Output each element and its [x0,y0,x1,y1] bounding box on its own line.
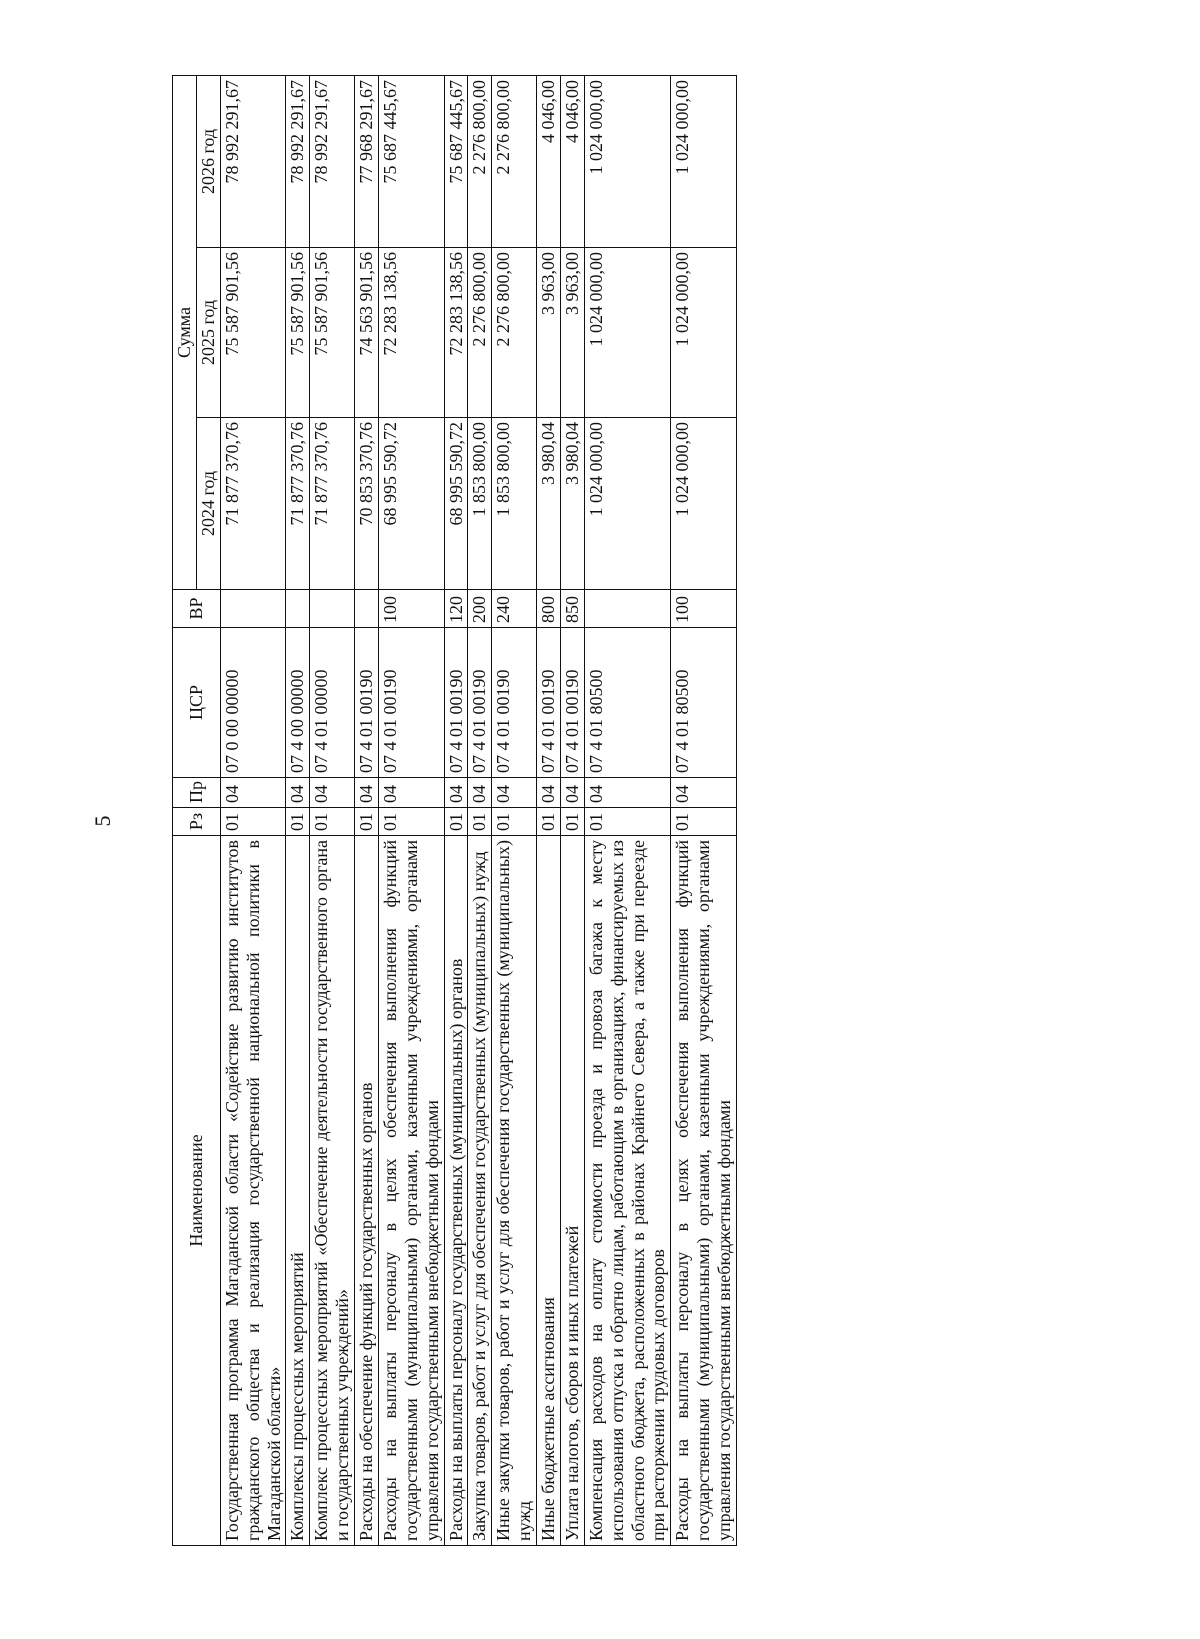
row-vr: 100 [378,590,444,628]
row-name: Иные закупки товаров, работ и услуг для обеспечения государственных (муниципальных) нужд [492,836,537,1546]
row-amount-2024: 68 995 590,72 [444,418,468,590]
row-vr: 850 [560,590,584,628]
row-vr [286,590,310,628]
budget-table-container [172,76,1052,1546]
row-rz: 01 [378,808,444,836]
budget-table [172,75,737,1546]
page-number: 5 [90,815,115,827]
row-amount-2026: 2 276 800,00 [468,75,492,247]
row-amount-2025: 72 283 138,56 [444,248,468,418]
row-rz: 01 [310,808,355,836]
row-name: Государственная программа Магаданской области «Содействие развитию институтов гражданского общества и реализация государственной национальной политики в Магаданской области» [220,836,286,1546]
header-vr: ВР [173,590,221,628]
row-name: Расходы на выплаты персоналу в целях обеспечения выполнения функций государственными (муниципальными) органами, казенными учреждениями, органами управления государственными внебюджетными фондами [671,836,737,1546]
header-2024: 2024 год [196,418,220,590]
table-row [220,75,286,1545]
row-pr: 04 [537,778,561,808]
table-row [560,75,584,1545]
row-amount-2026: 2 276 800,00 [492,75,537,247]
row-pr: 04 [671,778,737,808]
row-vr [310,590,355,628]
row-amount-2024: 1 024 000,00 [584,418,671,590]
row-csr: 07 4 00 00000 [286,628,310,778]
row-vr: 800 [537,590,561,628]
row-rz: 01 [468,808,492,836]
row-amount-2026: 1 024 000,00 [584,75,671,247]
row-amount-2026: 78 992 291,67 [310,75,355,247]
header-name: Наименование [173,836,221,1546]
row-amount-2025: 1 024 000,00 [671,248,737,418]
row-amount-2026: 75 687 445,67 [444,75,468,247]
row-vr: 200 [468,590,492,628]
table-header [173,75,221,1545]
row-csr: 07 4 01 80500 [671,628,737,778]
row-rz: 01 [537,808,561,836]
table-row [310,75,355,1545]
row-csr: 07 4 01 00190 [560,628,584,778]
row-csr: 07 4 01 00190 [537,628,561,778]
header-rz: Рз [173,808,221,836]
row-pr: 04 [584,778,671,808]
row-vr: 120 [444,590,468,628]
row-amount-2024: 1 024 000,00 [671,418,737,590]
row-amount-2025: 72 283 138,56 [378,248,444,418]
row-name: Комплексы процессных мероприятий [286,836,310,1546]
row-amount-2026: 75 687 445,67 [378,75,444,247]
row-csr: 07 4 01 80500 [584,628,671,778]
row-pr: 04 [220,778,286,808]
row-vr [220,590,286,628]
row-name: Закупка товаров, работ и услуг для обеспечения государственных (муниципальных) нужд [468,836,492,1546]
table-body [220,75,736,1545]
row-amount-2024: 3 980,04 [537,418,561,590]
table-row [378,75,444,1545]
table-row [355,75,379,1545]
row-name: Компенсация расходов на оплату стоимости проезда и провоза багажа к месту использования отпуска и обратно лицам, работающим в организациях, финансируемых из областного бюджета, расположенных в районах Крайнего Севера, а также при переезде при расторжении трудовых договоров [584,836,671,1546]
row-amount-2026: 78 992 291,67 [286,75,310,247]
row-pr: 04 [492,778,537,808]
row-name: Комплекс процессных мероприятий «Обеспечение деятельности государственного органа и государственных учреждений» [310,836,355,1546]
row-pr: 04 [355,778,379,808]
row-pr: 04 [468,778,492,808]
row-vr: 100 [671,590,737,628]
row-rz: 01 [584,808,671,836]
table-row [492,75,537,1545]
row-amount-2024: 71 877 370,76 [286,418,310,590]
row-vr: 240 [492,590,537,628]
table-row [468,75,492,1545]
row-rz: 01 [286,808,310,836]
row-amount-2026: 78 992 291,67 [220,75,286,247]
row-rz: 01 [560,808,584,836]
row-pr: 04 [310,778,355,808]
row-pr: 04 [444,778,468,808]
row-pr: 04 [560,778,584,808]
row-rz: 01 [220,808,286,836]
row-amount-2024: 71 877 370,76 [310,418,355,590]
header-2026: 2026 год [196,75,220,247]
row-amount-2025: 3 963,00 [560,248,584,418]
table-row [671,75,737,1545]
row-amount-2025: 75 587 901,56 [286,248,310,418]
row-amount-2025: 75 587 901,56 [220,248,286,418]
row-csr: 07 4 01 00190 [378,628,444,778]
row-pr: 04 [378,778,444,808]
row-name: Иные бюджетные ассигнования [537,836,561,1546]
row-name: Расходы на обеспечение функций государственных органов [355,836,379,1546]
row-amount-2025: 3 963,00 [537,248,561,418]
row-amount-2024: 1 853 800,00 [492,418,537,590]
row-amount-2025: 75 587 901,56 [310,248,355,418]
table-row [286,75,310,1545]
header-csr: ЦСР [173,628,221,778]
table-row [537,75,561,1545]
row-csr: 07 4 01 00190 [492,628,537,778]
row-name: Расходы на выплаты персоналу в целях обеспечения выполнения функций государственными (муниципальными) органами, казенными учреждениями, органами управления государственными внебюджетными фондами [378,836,444,1546]
row-pr: 04 [286,778,310,808]
row-amount-2025: 2 276 800,00 [492,248,537,418]
row-amount-2026: 77 968 291,67 [355,75,379,247]
table-row [444,75,468,1545]
header-2025: 2025 год [196,248,220,418]
row-rz: 01 [355,808,379,836]
row-vr [355,590,379,628]
row-amount-2025: 1 024 000,00 [584,248,671,418]
table-row [584,75,671,1545]
row-amount-2025: 74 563 901,56 [355,248,379,418]
header-sum: Сумма [173,75,197,589]
row-rz: 01 [444,808,468,836]
row-amount-2024: 68 995 590,72 [378,418,444,590]
row-csr: 07 4 01 00000 [310,628,355,778]
row-csr: 07 4 01 00190 [355,628,379,778]
row-amount-2026: 4 046,00 [537,75,561,247]
row-amount-2026: 1 024 000,00 [671,75,737,247]
row-rz: 01 [671,808,737,836]
row-amount-2026: 4 046,00 [560,75,584,247]
header-pr: Пр [173,778,221,808]
row-name: Расходы на выплаты персоналу государственных (муниципальных) органов [444,836,468,1546]
row-name: Уплата налогов, сборов и иных платежей [560,836,584,1546]
row-amount-2024: 71 877 370,76 [220,418,286,590]
row-csr: 07 4 01 00190 [468,628,492,778]
row-amount-2024: 1 853 800,00 [468,418,492,590]
row-rz: 01 [492,808,537,836]
row-amount-2024: 3 980,04 [560,418,584,590]
row-csr: 07 4 01 00190 [444,628,468,778]
row-vr [584,590,671,628]
row-amount-2025: 2 276 800,00 [468,248,492,418]
row-amount-2024: 70 853 370,76 [355,418,379,590]
row-csr: 07 0 00 00000 [220,628,286,778]
